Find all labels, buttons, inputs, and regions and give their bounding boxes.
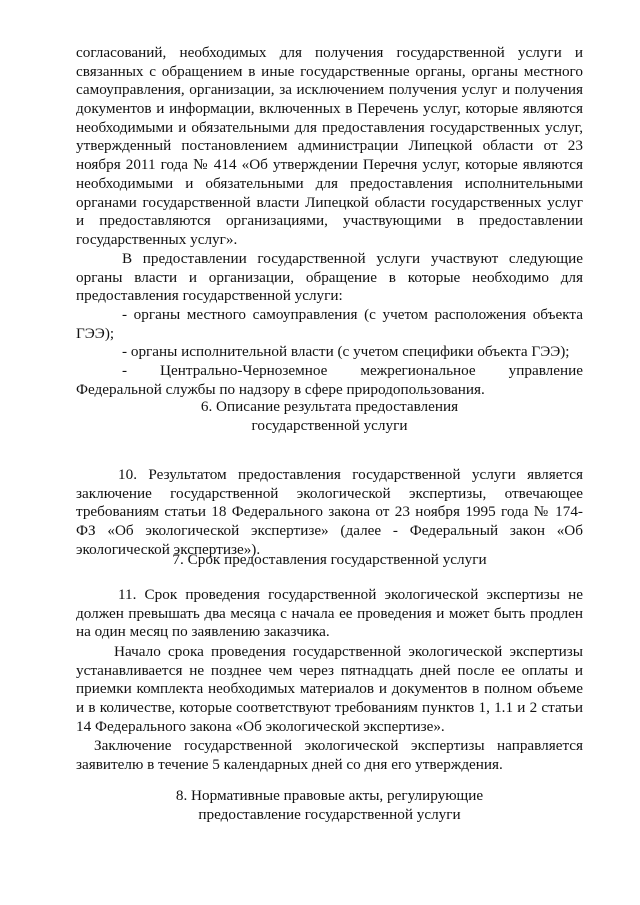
list-item: - органы местного самоуправления (с учетом расположения объекта [122, 306, 583, 323]
section-heading-line: государственной услуги [251, 416, 408, 434]
section-heading-line: 7. Срок предоставления государственной услуги [172, 551, 487, 568]
section-6-paragraph [76, 466, 583, 559]
section-7-paragraph-1 [76, 586, 583, 642]
text-line: утвержденный постановлением администрации Липецкой области от 23 [76, 137, 583, 155]
paragraph-participants [76, 250, 583, 306]
text-line: требованиям статьи 18 Федерального закона от 23 ноября 1995 года № 174- [76, 503, 583, 521]
text-line: Заключение государственной экологической экспертизы направляется [94, 737, 583, 754]
section-7-paragraph-2 [76, 643, 583, 736]
list-item-continuation: ГЭЭ); [76, 324, 115, 342]
text-line: ноября 2011 года № 414 «Об утверждении Перечня услуг, которые являются [76, 156, 583, 174]
text-line: приемки комплекта необходимых материалов и документов в полном объеме [76, 680, 583, 698]
text-line: устанавливается не позднее чем через пятнадцать дней после ее оплаты и [76, 661, 583, 679]
text-line: В предоставлении государственной услуги участвуют следующие [122, 250, 583, 267]
list-item: - органы исполнительной власти (с учетом специфики объекта ГЭЭ); [122, 343, 570, 361]
text-line: документов и информации, включенных в Перечень услуг, которые являются [76, 100, 583, 118]
text-line: 14 Федерального закона «Об экологической экспертизе». [76, 717, 445, 735]
text-line: органы власти и организации, обращение в которые необходимо для [76, 268, 583, 286]
section-8-heading [76, 787, 583, 824]
text-line: самоуправления, организации, за исключением получения услуг и получения [76, 81, 583, 99]
participants-list [76, 306, 583, 399]
text-line: экологической экспертизе»). [76, 540, 261, 558]
text-line: 10. Результатом предоставления государственной услуги является [118, 466, 583, 483]
text-line: и в количестве, которые соответствуют требованиям пунктов 1, 1.1 и 2 статьи [76, 699, 583, 717]
paragraph-continuation [76, 44, 583, 250]
text-line: 11. Срок проведения государственной экологической экспертизы не [118, 586, 583, 603]
text-line: органами государственной власти Липецкой области государственных услуг [76, 193, 583, 211]
text-line: заявителю в течение 5 календарных дней со дня его утверждения. [76, 755, 503, 773]
text-line: связанных с обращением в иные государственные органы, органы местного [76, 62, 583, 80]
section-heading-line: предоставление государственной услуги [198, 805, 461, 823]
section-heading-line: 6. Описание результата предоставления [200, 398, 459, 415]
text-line: необходимыми и обязательными для предоставления исполнительными [76, 174, 583, 192]
section-7-paragraph-3 [76, 737, 583, 774]
text-line: ФЗ «Об экологической экспертизе» (далее - Федеральный закон «Об [76, 522, 583, 540]
text-line: и предоставляются организациями, участвующими в предоставлении [76, 212, 583, 230]
list-item-continuation: Федеральной службы по надзору в сфере природопользования. [76, 380, 485, 398]
text-line: на один месяц по заявлению заказчика. [76, 623, 330, 641]
text-line: государственных услуг». [76, 230, 238, 248]
text-line: согласований, необходимых для получения государственной услуги и [76, 44, 583, 61]
text-line: должен превышать два месяца с начала ее проведения и может быть продлен [76, 604, 583, 622]
list-item: - Центрально-Черноземное межрегиональное управление [122, 362, 583, 380]
text-line: предоставления государственной услуги: [76, 287, 343, 305]
text-line: необходимыми и обязательными для предоставления государственных услуг, [76, 118, 583, 136]
section-heading-line: 8. Нормативные правовые акты, регулирующие [175, 787, 484, 804]
text-line: Начало срока проведения государственной экологической экспертизы [114, 643, 583, 660]
text-line: заключение государственной экологической экспертизы, отвечающее [76, 484, 583, 502]
section-7-heading [76, 551, 583, 570]
section-6-heading [76, 398, 583, 435]
